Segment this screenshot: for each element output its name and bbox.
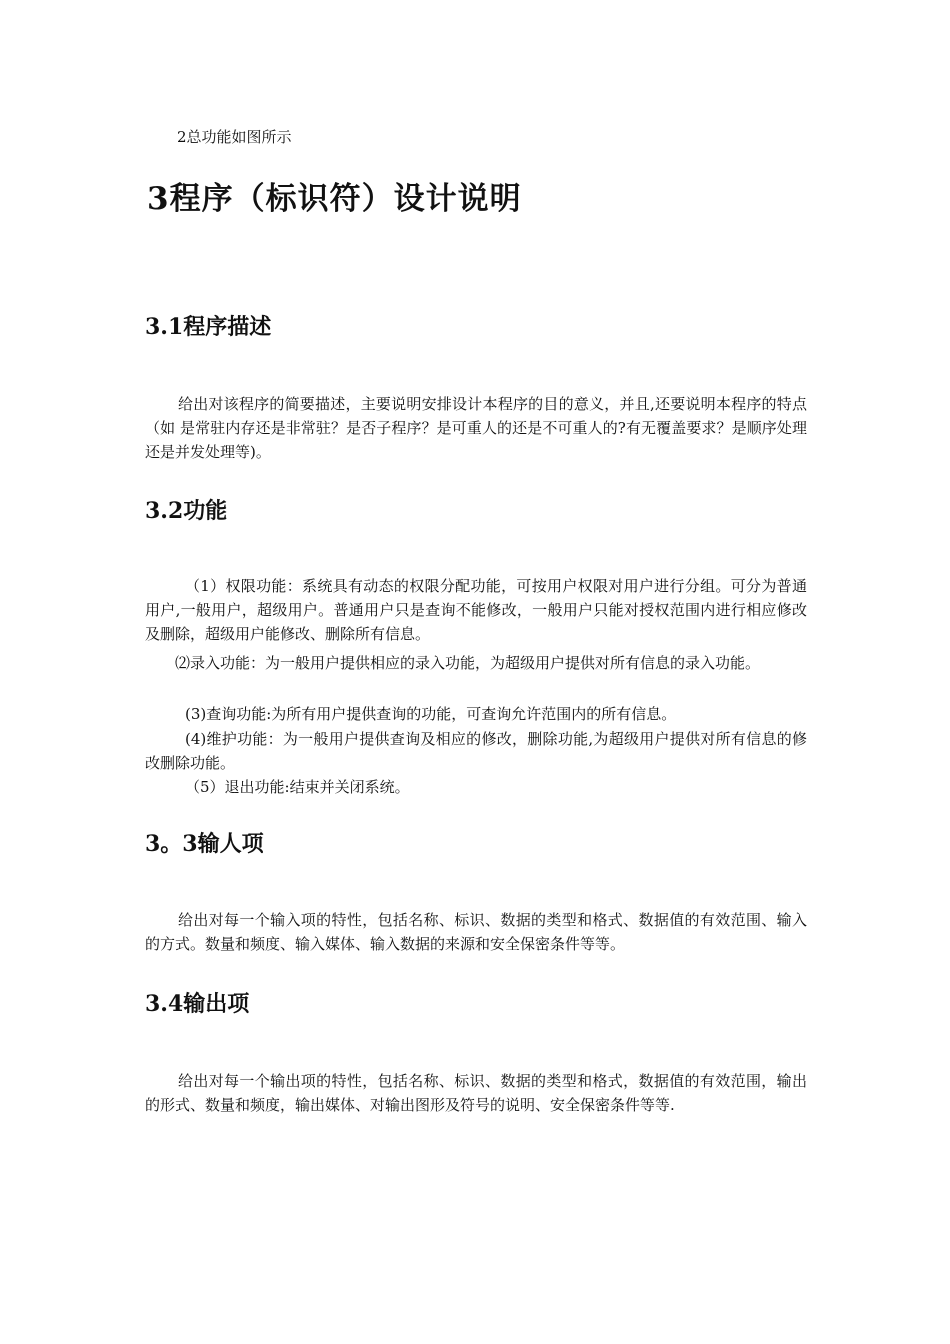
section-3-2-item-3: (3)查询功能:为所有用户提供查询的功能，可查询允许范围内的所有信息。 bbox=[185, 705, 677, 723]
section-3-2-title: 3.2功能 bbox=[145, 498, 228, 524]
section-3-2-item-1: （1）权限功能：系统具有动态的权限分配功能，可按用户权限对用户进行分组。可分为普通用户,一般用户，超级用户。普通用户只是查询不能修改，一般用户只能对授权范围内进行相应修改及删除，超级用户能修改、删除所有信息。 bbox=[145, 577, 807, 643]
section-3-1-title: 3.1程序描述 bbox=[145, 314, 272, 340]
main-heading: 3程序（标识符）设计说明 bbox=[147, 181, 522, 217]
section-3-2-item-4: (4)维护功能：为一般用户提供查询及相应的修改，删除功能,为超级用户提供对所有信息的修改删除功能。 bbox=[145, 730, 807, 772]
section-3-2-item-5: （5）退出功能:结束并关闭系统。 bbox=[185, 778, 410, 796]
section-3-1-paragraph: 给出对该程序的简要描述，主要说明安排设计本程序的目的意义，并且,还要说明本程序的特点（如 是常驻内存还是非常驻？是否子程序？是可重人的还是不可重人的?有无覆盖要求？是顺序处理还是并发处理等)。 bbox=[145, 395, 807, 461]
section-3-4-paragraph: 给出对每一个输出项的特性，包括名称、标识、数据的类型和格式，数据值的有效范围，输出的形式、数量和频度，输出媒体、对输出图形及符号的说明、安全保密条件等等. bbox=[145, 1072, 807, 1114]
section-3-2-item-2: ⑵录入功能：为一般用户提供相应的录入功能，为超级用户提供对所有信息的录入功能。 bbox=[175, 654, 761, 672]
intro-line: 2总功能如图所示 bbox=[177, 128, 292, 146]
section-3-4-title: 3.4输出项 bbox=[145, 991, 250, 1017]
section-3-3-title: 3。3输人项 bbox=[145, 831, 264, 857]
section-3-3-paragraph: 给出对每一个输入项的特性，包括名称、标识、数据的类型和格式、数据值的有效范围、输入的方式。数量和频度、输入媒体、输入数据的来源和安全保密条件等等。 bbox=[145, 911, 807, 953]
